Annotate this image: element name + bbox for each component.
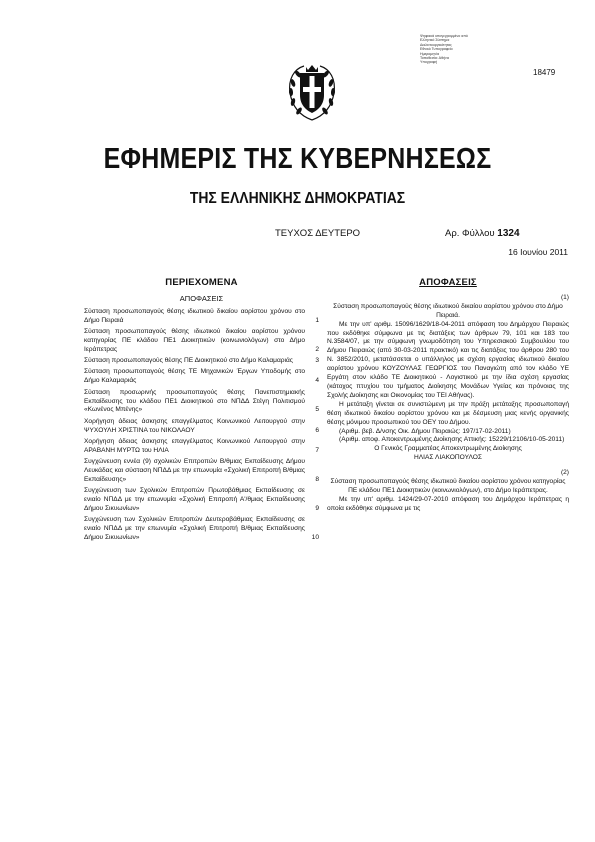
list-item [84,458,319,485]
contents-heading: ΠΕΡΙΕΧΟΜΕΝΑ [165,277,238,288]
digital-signature-stamp [420,34,482,65]
contents-item-page: 1 [315,316,319,324]
list-item [84,516,319,543]
decision-paragraph: Η μετάταξη γίνεται σε συνιστώμενη με την πράξη μετάταξης προσωποπαγή θέση ιδιωτικού δικαίου αορίστου χρόνου και με δέσμευση μιας κενής οργανικής θέσης μόνιμου προσωπικού του ΟΕΥ του Δήμου. [327,400,569,426]
decision-reference: (Αριθμ. βεβ. Δ/νσης Οικ. Δήμου Πειραιώς: 197/17-02-2011) [339,427,511,435]
signature-line: Ημερομηνία [420,51,440,56]
list-item [84,357,319,366]
contents-item-text: Σύσταση προσωποπαγούς θέσης ιδιωτικού δικαίου αορίστου χρόνου στο Δήμο Πειραιά [84,307,305,324]
contents-item-text: Σύσταση προσωποπαγούς θέσης ΤΕ Μηχανικών Έργων Υποδομής στο Δήμο Καλαμαριάς [84,368,305,385]
contents-item-text: Συγχώνευση των Σχολικών Επιτροπών Δευτεροβάθμιας Εκπαίδευσης σε ενιαίο ΝΠΔΔ με την επωνυμία «Σχολική Επιτροπή Β/θμιας Εκπαίδευσης Δήμου Σικυωνίων» [84,516,305,542]
issue-label: ΤΕΥΧΟΣ ΔΕΥΤΕΡΟ [275,228,361,239]
list-item [84,308,319,326]
contents-item-text: Σύσταση προσωποπαγούς θέσης ιδιωτικού δικαίου αορίστου χρόνου κατηγορίας ΠΕ κλάδου ΠΕ1 Διοικητικών (κοινωνιολόγων) στο Δήμο Ιεράπετρας [84,328,305,353]
decision-paragraph: Με την υπ' αριθμ. 15096/1629/18-04-2011 απόφαση του Δημάρχου Πειραιώς που εκδόθηκε σύμφωνα με τις διατάξεις των άρθρων 79, 101 και 183 του Ν.3584/07, με την σύμφωνη γνωμοδότηση του Υπηρεσιακού Συμβουλίου του Δήμου Πειραιώς (από 30-03-2011 πρακτικό) και τις διατάξεις του άρθρου 280 του Ν. 3852/2010, μετατάσσεται ο υπάλληλος με σχέση εργασίας ιδιωτικού δικαίου αορίστου χρόνου ΚΟΥΖΟΥΛΑΣ ΓΕΩΡΓΙΟΣ του Παναγιώτη από τον κλάδο ΥΕ Εργάτη στον κλάδο ΤΕ Διοικητικού - Λογιστικού με την ίδια σχέση εργασίας (κάτοχος πτυχίου του τμήματος Διοίκησης Μονάδων Υγείας και πρόνοιας της Σχολής Διοίκησης και Οικονομίας του ΤΕΙ Αθήνας). [327,320,569,399]
contents-list [84,308,319,543]
list-item [84,389,319,416]
decision-title: Σύσταση προσωποπαγούς θέσης ιδιωτικού δικαίου αορίστου χρόνου στο Δήμο Πειραιά. [333,302,563,319]
sheet-label: Αρ. Φύλλου [445,228,495,239]
gazette-title: ΕΦΗΜΕΡΙΣ ΤΗΣ ΚΥΒΕΡΝΗΣΕΩΣ [103,143,492,175]
signature-line: Ελληνικό Σύστημα [420,38,450,43]
contents-item-text: Συγχώνευση των Σχολικών Επιτροπών Πρωτοβάθμιας Εκπαίδευσης σε ενιαίο ΝΠΔΔ με την επωνυμία «Σχολική Επιτροπή Α'/θμιας Εκπαίδευσης Δήμου Σικυωνίων» [84,487,305,513]
list-item [84,328,319,355]
decisions-column [327,279,569,514]
contents-item-page: 3 [315,357,319,365]
sheet-number-value: 1324 [497,228,520,239]
contents-item-text: Χορήγηση άδειας άσκησης επαγγέλματος Κοινωνικού Λειτουργού στην ΑΡΑΒΑΝΗ ΜΥΡΤΩ του ΗΛΙΑ [84,437,305,454]
table-of-contents [84,279,319,545]
contents-item-text: Σύσταση προσωρινής προσωποπαγούς θέσης Πανεπιστημιακής Εκπαίδευσης του κλάδου ΠΕ1 Διοικητικού στο ΝΠΔΔ Στέγη Πολιτισμού «Κωνένος Μπένης» [84,388,305,414]
decision-number: (1) [560,293,569,301]
greek-coat-of-arms-icon [284,59,340,123]
list-item [84,438,319,456]
contents-item-page: 7 [315,446,319,454]
contents-item-page: 5 [315,406,319,414]
contents-item-page: 10 [311,534,319,542]
contents-item-text: Χορήγηση άδειας άσκησης επαγγέλματος Κοινωνικού Λειτουργού στην ΨΥΧΟΥΛΗ ΧΡΙΣΤΙΝΑ του ΝΙΚΟΛΑΟΥ [84,417,305,434]
list-item [84,368,319,386]
gazette-subtitle: ΤΗΣ ΕΛΛΗΝΙΚΗΣ ΔΗΜΟΚΡΑΤΙΑΣ [189,190,406,207]
contents-item-page: 6 [315,426,319,434]
decisions-heading: ΑΠΟΦΑΣΕΙΣ [419,277,477,288]
decision-number: (2) [560,469,569,477]
contents-item-text: Σύσταση προσωποπαγούς θέσης ΠΕ Διοικητικού στο Δήμο Καλαμαριάς [84,357,293,365]
issue-date: 16 Ιουνίου 2011 [508,247,568,257]
document-number: 18479 [533,68,556,77]
decision-reference: (Αριθμ. αποφ. Αποκεντρωμένης Διοίκησης Αττικής: 15229/12106/10-05-2011) [339,436,565,444]
contents-item-page: 8 [315,475,319,483]
contents-item-page: 9 [315,505,319,513]
signature-line: Ψηφιακά υπογεγραμμένο από [420,34,468,38]
signature-line: Τοποθεσία: Αθήνα [420,56,449,61]
signature-line: Υπογραφή [420,60,438,65]
contents-item-page: 4 [315,377,319,385]
contents-item-text: Συγχώνευση εννέα (9) σχολικών Επιτροπών Β/θμιας Εκπαίδευσης Δήμου Λευκάδας και σύσταση ΝΠΔΔ με την επωνυμία «Σχολική Επιτροπή Β/θμιας Εκπαίδευσης» [84,458,305,483]
decision-title: Σύσταση προσωποπαγούς θέσης ιδιωτικού δικαίου αορίστου χρόνου κατηγορίας ΠΕ κλάδου ΠΕ1 Διοικητικών (κοινωνιολόγων), στο Δήμο Ιεράπετρας. [330,478,566,494]
contents-subheading: ΑΠΟΦΑΣΕΙΣ [179,293,224,303]
signature-line: Διαλειτουργικότητας [420,42,452,47]
signature-line: Εθνικό Τυπογραφείο [420,47,453,52]
list-item [84,418,319,436]
list-item [84,487,319,514]
decision-paragraph: Με την υπ' αριθμ. 1424/29-07-2010 απόφαση του Δημάρχου Ιεράπετρας η οποία εκδόθηκε σύμφωνα με τις [327,495,569,512]
contents-item-page: 2 [315,345,319,353]
signatory-name: ΗΛΙΑΣ ΛΙΑΚΟΠΟΥΛΟΣ [414,454,482,462]
sheet-number [445,228,520,239]
signatory-role: Ο Γενικός Γραμματέας Αποκεντρωμένης Διοίκησης [374,445,522,453]
